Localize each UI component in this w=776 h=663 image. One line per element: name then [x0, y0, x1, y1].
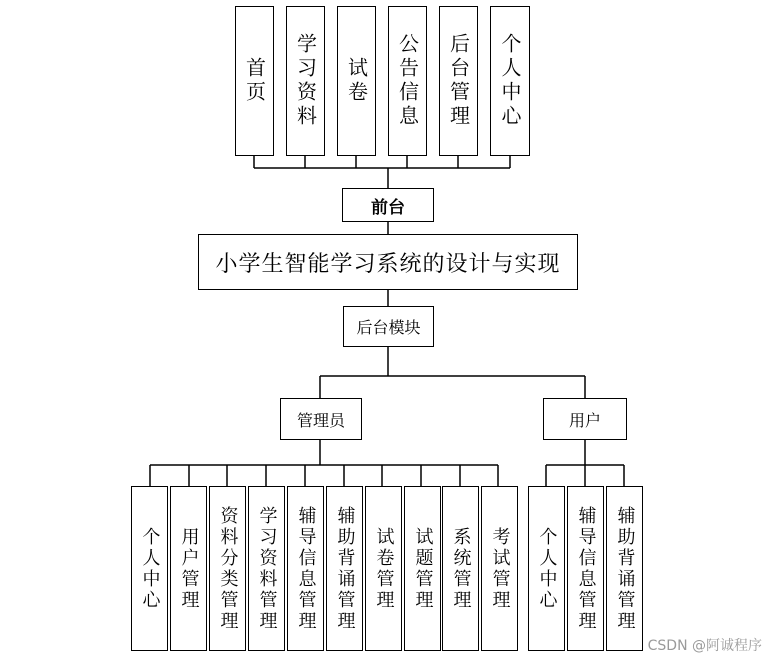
front-node-label: 个人中心 — [498, 33, 522, 129]
admin-node-label: 个人中心 — [139, 526, 161, 611]
admin-node-label: 试题管理 — [412, 526, 434, 611]
admin-node-recitation-aid-management — [326, 486, 363, 651]
system-title-node — [198, 234, 578, 290]
admin-node-label: 辅助背诵管理 — [334, 505, 356, 632]
user-node-tutoring-info-management — [567, 486, 604, 651]
front-node-label: 后台管理 — [446, 33, 471, 129]
admin-node-system-management — [442, 486, 479, 651]
admin-node — [280, 398, 362, 440]
front-node-home — [235, 6, 274, 156]
backend-module-node — [343, 306, 434, 347]
admin-node-label: 用户管理 — [178, 526, 200, 611]
front-node-label: 学习资料 — [293, 33, 318, 129]
front-node-announcements — [388, 6, 427, 156]
front-node-label: 首页 — [242, 57, 267, 105]
system-title: 小学生智能学习系统的设计与实现 — [215, 251, 561, 277]
user-node-label: 个人中心 — [536, 526, 558, 611]
backend-module-label: 后台模块 — [356, 318, 421, 337]
front-node-backend-admin — [439, 6, 478, 156]
admin-node-question-management — [404, 486, 441, 651]
admin-node-label: 辅导信息管理 — [295, 505, 317, 632]
front-node-exam-papers — [337, 6, 376, 156]
watermark: CSDN @阿诚程序 — [647, 638, 762, 654]
user-label: 用户 — [568, 410, 601, 430]
user-node-recitation-aid-management — [606, 486, 643, 651]
user-node — [543, 398, 627, 440]
user-node-label: 辅助背诵管理 — [614, 505, 636, 632]
admin-label: 管理员 — [296, 410, 345, 430]
admin-node-label: 学习资料管理 — [256, 505, 278, 632]
front-label: 前台 — [371, 197, 405, 218]
admin-node-label: 资料分类管理 — [217, 505, 239, 632]
front-node-study-materials — [286, 6, 325, 156]
admin-node-label: 系统管理 — [450, 526, 472, 611]
front-node-personal-center — [490, 6, 530, 156]
admin-node-material-category-management — [209, 486, 246, 651]
admin-node-label: 考试管理 — [489, 526, 511, 611]
admin-node-user-management — [170, 486, 207, 651]
admin-node-label: 试卷管理 — [373, 526, 395, 611]
user-node-personal-center — [528, 486, 565, 651]
front-node-label: 公告信息 — [395, 33, 420, 129]
front-label-node — [342, 188, 434, 222]
front-node-label: 试卷 — [344, 57, 369, 105]
admin-node-study-material-management — [248, 486, 285, 651]
admin-node-exam-paper-management — [365, 486, 402, 651]
admin-node-personal-center — [131, 486, 168, 651]
user-node-label: 辅导信息管理 — [575, 505, 597, 632]
admin-node-exam-management — [481, 486, 518, 651]
admin-node-tutoring-info-management — [287, 486, 324, 651]
